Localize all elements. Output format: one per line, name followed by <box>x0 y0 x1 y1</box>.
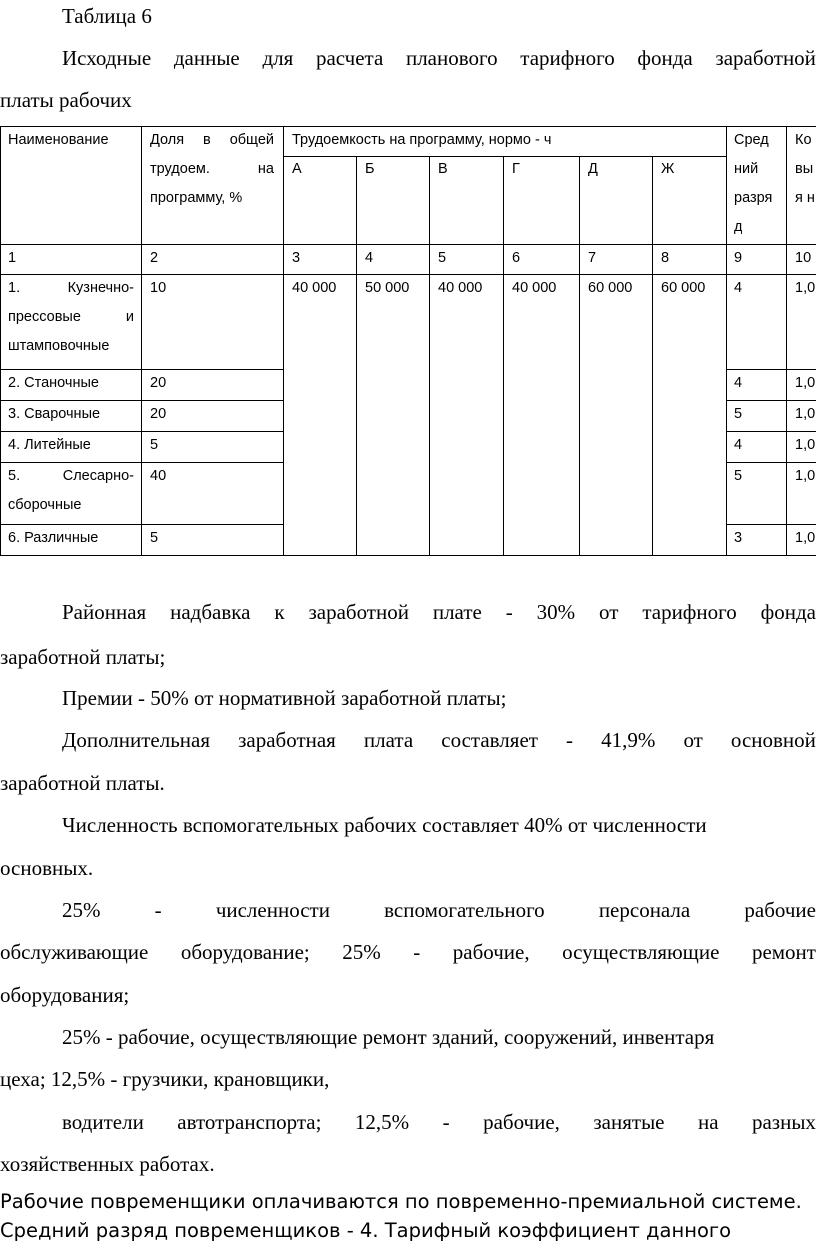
row-name: 2. Станочные <box>8 375 99 391</box>
paragraph-word: рабочие <box>744 898 816 922</box>
title-word: для <box>262 46 294 70</box>
header-product: Д <box>588 161 598 177</box>
row-name-word: Кузнечно- <box>67 280 134 296</box>
column-number: 3 <box>292 250 301 266</box>
header-product: В <box>438 161 448 177</box>
header-grade: ний <box>734 161 759 177</box>
paragraph-word: 25% <box>342 940 381 964</box>
paragraph-auxiliary-workers-line2: основных. <box>0 856 94 880</box>
header-product: Б <box>365 161 375 177</box>
header-share-word: на <box>257 161 274 177</box>
table-title-line1 <box>62 46 816 70</box>
column-number: 9 <box>734 250 743 266</box>
header-labor: Трудоемкость на программу, нормо - ч <box>292 132 552 148</box>
paragraph-word: рабочие, <box>452 940 530 964</box>
paragraph-time-workers-line1: Рабочие повременщики оплачиваются по повременно-премиальной системе. <box>0 1190 802 1213</box>
data-table <box>0 126 816 556</box>
table-title-line2: платы рабочих <box>0 88 132 112</box>
paragraph-drivers-line1 <box>62 1110 816 1134</box>
paragraph-word: от <box>683 728 703 752</box>
paragraph-additional-pay-line1 <box>62 728 816 752</box>
column-number: 8 <box>661 250 670 266</box>
paragraph-word: персонала <box>598 898 691 922</box>
title-word: расчета <box>315 46 384 70</box>
paragraph-word: от <box>599 600 619 624</box>
paragraph-regional-bonus-line1 <box>62 600 816 624</box>
row-name: 3. Сварочные <box>8 406 101 422</box>
header-share-line1 <box>150 126 274 155</box>
row-name <box>8 274 134 303</box>
paragraph-word: 30% <box>536 600 576 624</box>
paragraph-word: на <box>697 1110 719 1134</box>
row-share: 20 <box>150 406 167 422</box>
row-coef: 1,0 <box>795 468 816 484</box>
paragraph-drivers-line2: хозяйственных работах. <box>0 1152 215 1176</box>
row-share: 20 <box>150 375 167 391</box>
paragraph-word: вспомогательного <box>384 898 545 922</box>
paragraph-word: оборудование; <box>180 940 310 964</box>
paragraph-regional-bonus-line2: заработной платы; <box>0 645 166 669</box>
column-number: 7 <box>588 250 597 266</box>
header-share-word: общей <box>229 132 274 148</box>
paragraph-word: - <box>505 600 513 624</box>
row-name <box>8 462 134 491</box>
paragraph-word: фонда <box>760 600 816 624</box>
paragraph-auxiliary-breakdown-line1 <box>62 898 816 922</box>
labor-value: 40 000 <box>438 280 483 296</box>
row-name: 6. Различные <box>8 530 99 546</box>
row-grade: 4 <box>734 437 743 453</box>
title-word: фонда <box>637 46 693 70</box>
labor-value: 40 000 <box>512 280 557 296</box>
row-name-word: 1. <box>8 280 21 296</box>
header-grade: д <box>734 219 743 235</box>
paragraph-word: основной <box>730 728 816 752</box>
row-grade: 4 <box>734 375 743 391</box>
column-number: 4 <box>365 250 374 266</box>
paragraph-word: плате <box>432 600 482 624</box>
paragraph-word: ремонт <box>751 940 816 964</box>
title-word: Исходные <box>62 46 152 70</box>
row-grade: 5 <box>734 468 743 484</box>
paragraph-auxiliary-breakdown-line2 <box>0 940 816 964</box>
column-number: 1 <box>8 250 17 266</box>
column-number: 6 <box>512 250 521 266</box>
row-name-word: 5. <box>8 468 21 484</box>
labor-value: 50 000 <box>365 280 410 296</box>
paragraph-word: обслуживающие <box>0 940 149 964</box>
title-word: заработной <box>715 46 816 70</box>
paragraph-word: к <box>274 600 285 624</box>
paragraph-word: автотранспорта; <box>177 1110 322 1134</box>
paragraph-additional-pay-line2: заработной платы. <box>0 771 165 795</box>
paragraph-word: Районная <box>62 600 147 624</box>
header-coef: вы <box>795 161 814 177</box>
paragraph-word: разных <box>751 1110 816 1134</box>
header-product: Ж <box>661 161 675 177</box>
row-grade: 3 <box>734 530 743 546</box>
paragraph-repair-workers-line1: 25% - рабочие, осуществляющие ремонт зданий, сооружений, инвентаря <box>62 1025 715 1049</box>
header-coef: я н <box>795 190 815 206</box>
row-name-word: прессовые <box>8 309 81 325</box>
row-name-word: и <box>125 309 134 325</box>
paragraph-word: Дополнительная <box>62 728 211 752</box>
row-share: 5 <box>150 437 159 453</box>
title-word: данные <box>173 46 240 70</box>
table-label: Таблица 6 <box>62 4 152 28</box>
paragraph-word: надбавка <box>170 600 251 624</box>
row-coef: 1,0 <box>795 437 816 453</box>
paragraph-word: - <box>413 940 421 964</box>
header-product: Г <box>512 161 520 177</box>
column-number: 5 <box>438 250 447 266</box>
paragraph-word: водители <box>62 1110 144 1134</box>
row-name: штамповочные <box>8 338 110 354</box>
header-coef: Ко <box>795 132 812 148</box>
paragraph-bonuses: Премии - 50% от нормативной заработной платы; <box>62 686 507 710</box>
row-coef: 1,0 <box>795 375 816 391</box>
row-grade: 4 <box>734 280 743 296</box>
row-grade: 5 <box>734 406 743 422</box>
header-share-word: Доля <box>150 132 185 148</box>
paragraph-word: рабочие, <box>483 1110 560 1134</box>
row-name: 4. Литейные <box>8 437 91 453</box>
paragraph-word: 25% <box>62 898 101 922</box>
header-share-line2 <box>150 155 274 184</box>
header-grade: Сред <box>734 132 769 148</box>
row-share: 10 <box>150 280 167 296</box>
row-name: сборочные <box>8 497 82 513</box>
header-share-word: в <box>203 132 211 148</box>
row-coef: 1,0 <box>795 280 816 296</box>
header-name: Наименование <box>8 132 109 148</box>
header-product: А <box>292 161 302 177</box>
title-word: планового <box>405 46 498 70</box>
paragraph-time-workers-line2: Средний разряд повременщиков - 4. Тарифный коэффициент данного <box>0 1219 732 1242</box>
title-word: тарифного <box>520 46 615 70</box>
paragraph-word: осуществляющие <box>562 940 720 964</box>
labor-value: 40 000 <box>292 280 337 296</box>
column-number: 10 <box>795 250 812 266</box>
paragraph-word: составляет <box>441 728 538 752</box>
paragraph-auxiliary-breakdown-line3: оборудования; <box>0 983 130 1007</box>
labor-value: 60 000 <box>661 280 706 296</box>
paragraph-word: 41,9% <box>601 728 656 752</box>
paragraph-word: занятые <box>593 1110 665 1134</box>
column-number: 2 <box>150 250 159 266</box>
paragraph-word: заработной <box>308 600 409 624</box>
row-coef: 1,0 <box>795 406 816 422</box>
paragraph-word: - <box>442 1110 450 1134</box>
paragraph-word: тарифного <box>642 600 737 624</box>
paragraph-auxiliary-workers-line1: Численность вспомогательных рабочих составляет 40% от численности <box>62 813 707 837</box>
paragraph-word: 12,5% <box>354 1110 410 1134</box>
paragraph-word: плата <box>363 728 414 752</box>
row-share: 5 <box>150 530 159 546</box>
row-name-word: Слесарно- <box>62 468 134 484</box>
header-share-word: трудоем. <box>150 161 210 177</box>
paragraph-word: заработная <box>238 728 336 752</box>
row-share: 40 <box>150 468 167 484</box>
header-share-line3: программу, % <box>150 190 243 206</box>
header-grade: разря <box>734 190 773 206</box>
paragraph-word: - <box>566 728 574 752</box>
row-name <box>8 303 134 332</box>
paragraph-word: численности <box>215 898 330 922</box>
paragraph-repair-workers-line2: цеха; 12,5% - грузчики, крановщики, <box>0 1067 330 1091</box>
row-coef: 1,0 <box>795 530 816 546</box>
labor-value: 60 000 <box>588 280 633 296</box>
paragraph-word: - <box>154 898 162 922</box>
